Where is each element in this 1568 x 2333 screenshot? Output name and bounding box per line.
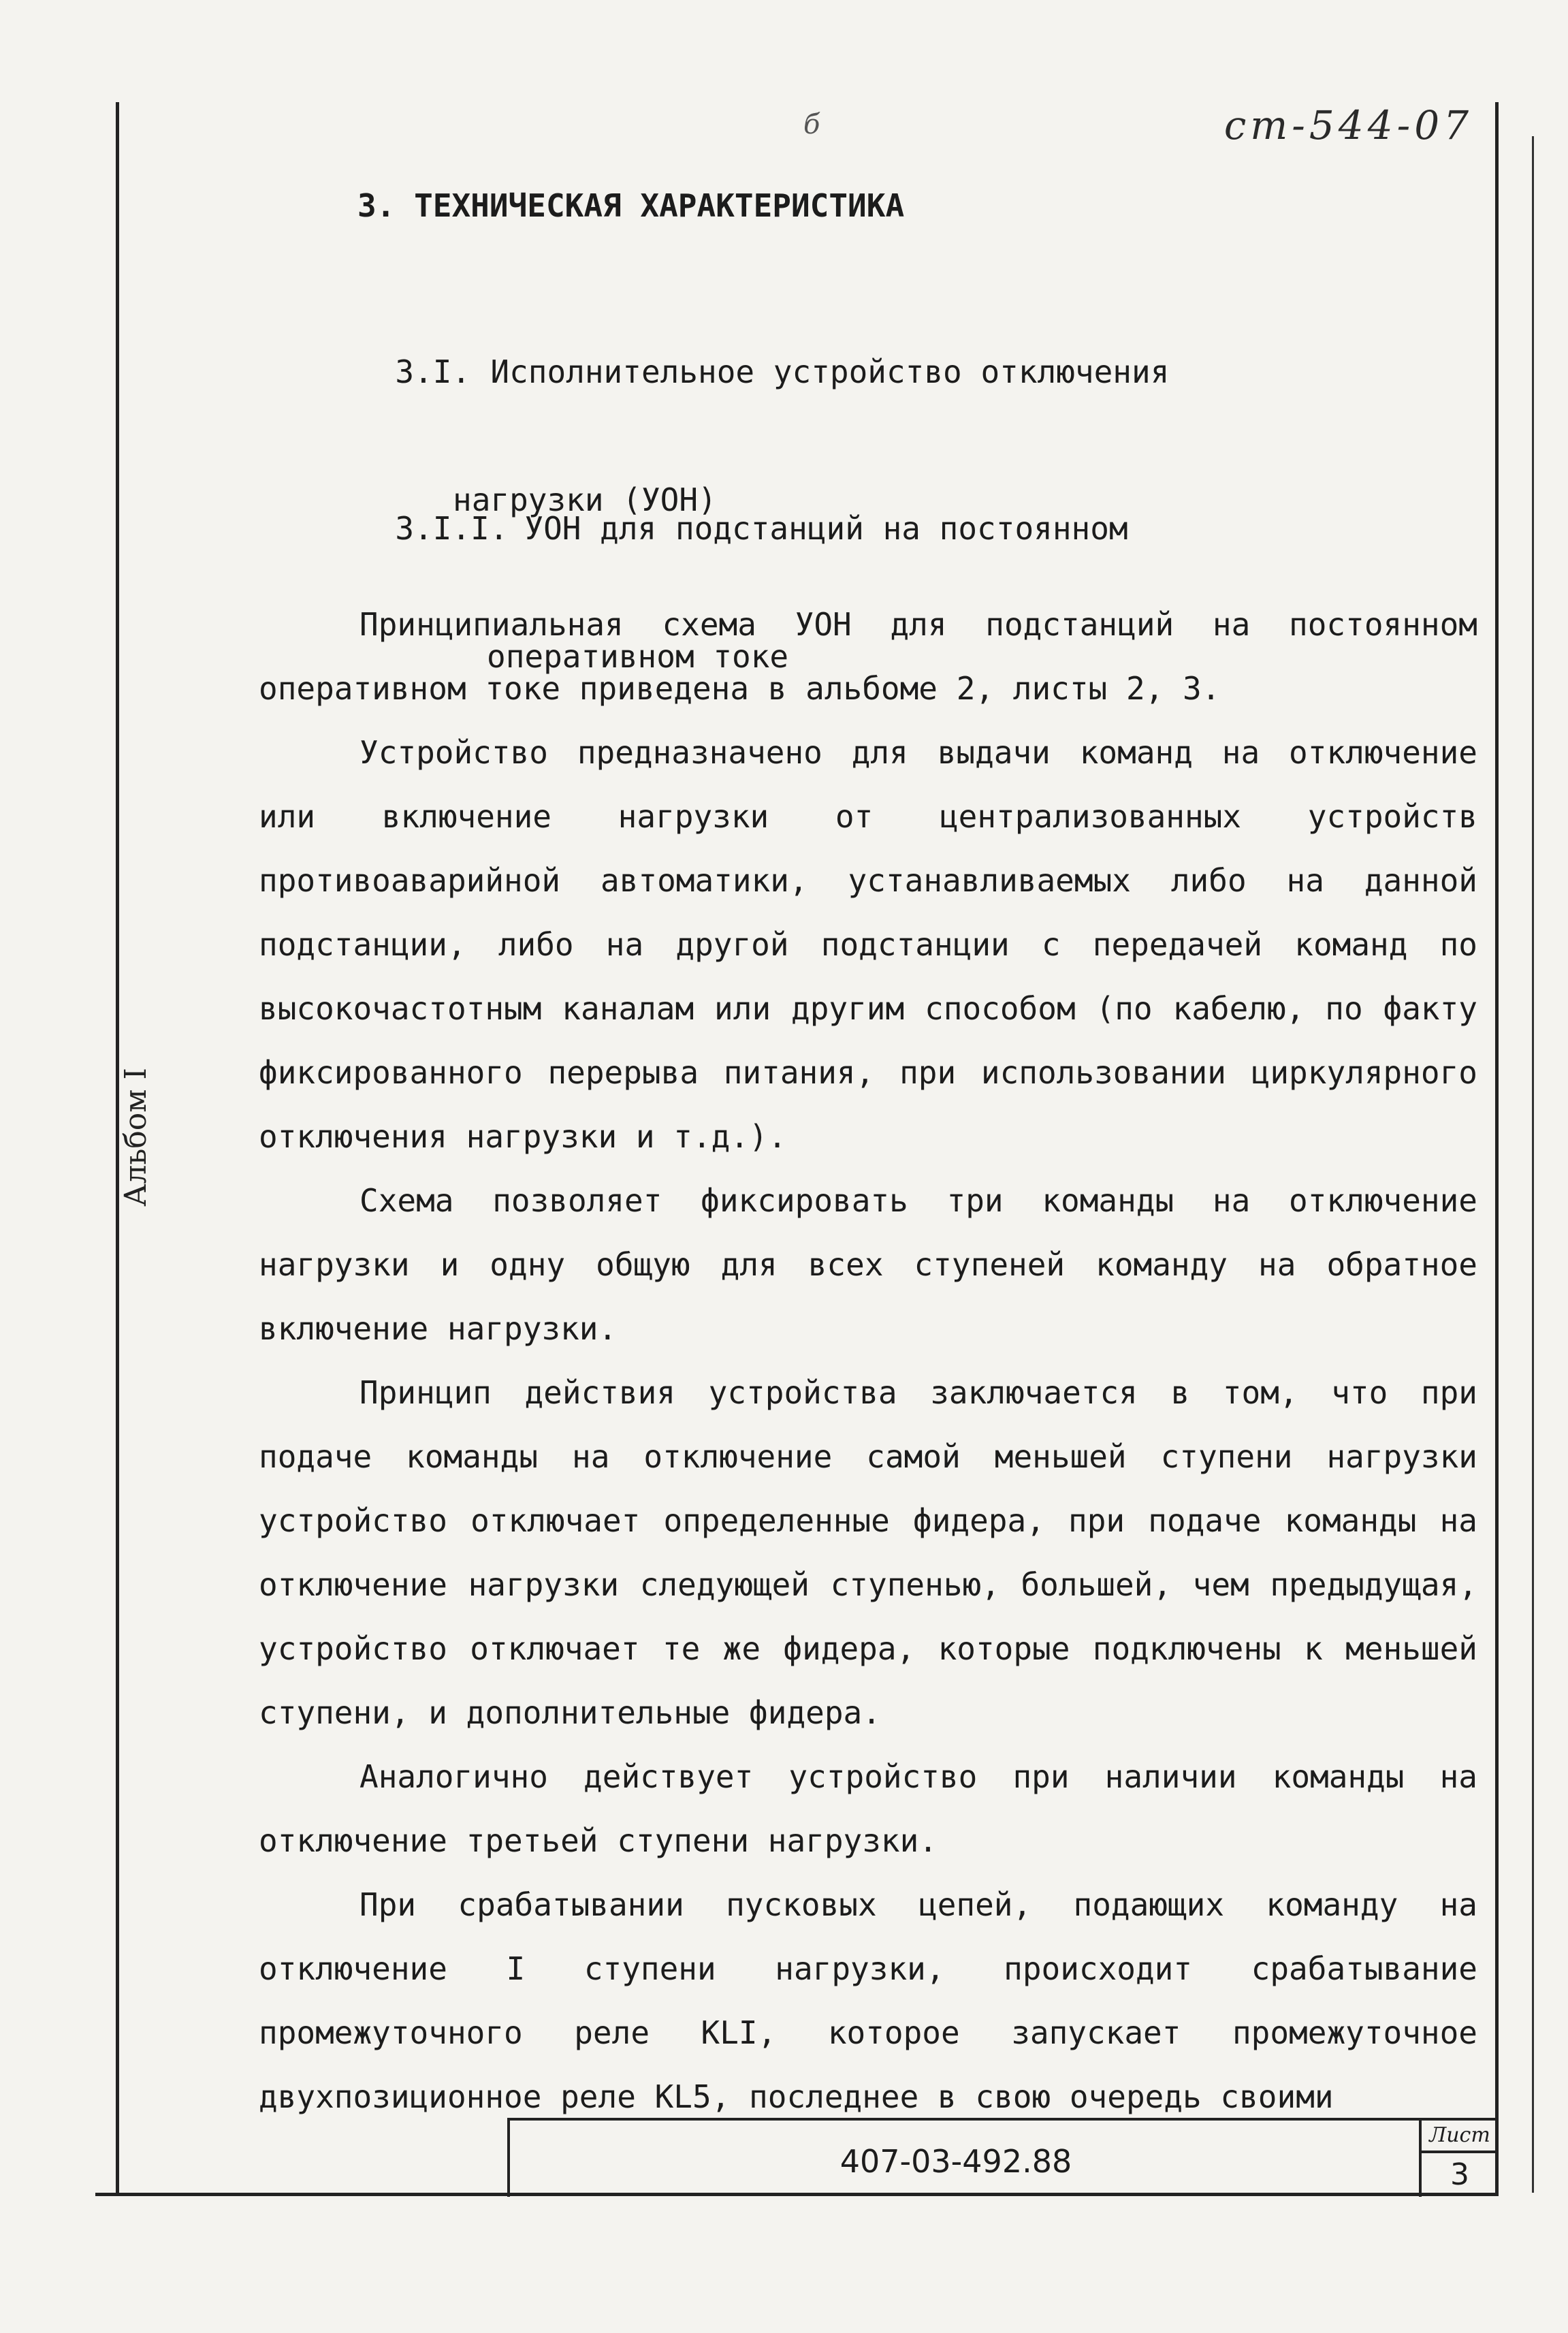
frame-right-border	[1495, 102, 1499, 2193]
subsection-title-line2: оперативном токе	[487, 638, 789, 675]
sheet-label: Лист	[1422, 2121, 1498, 2153]
album-side-label: Альбом I	[118, 1068, 153, 1207]
document-code: 407-03-492.88	[839, 2143, 1072, 2180]
paragraph: Устройство предназначено для выдачи команд на отключение или включение нагрузки от централизованных устройств противоаварийной автоматики, устанавливаемых либо на данной подстанции, либо на другой подстанции с передачей команд по высокочастотным каналам или другим способом (по кабелю, по факту фиксированного перерыва питания, при использовании циркулярного отключения нагрузки и т.д.).	[259, 734, 1477, 1155]
subsection-title-line1: УОН для подстанций на постоянном	[524, 510, 1128, 547]
frame-right-outer-border	[1532, 136, 1534, 2193]
subsection-title-line1: Исполнительное устройство отключения	[490, 353, 1170, 390]
body-text	[259, 592, 1477, 2129]
sheet-cell	[1419, 2121, 1498, 2197]
paragraph: Аналогично действует устройство при наличии команды на отключение третьей ступени нагрузки.	[259, 1758, 1477, 1859]
page-mark: б	[803, 109, 820, 140]
paragraph: Схема позволяет фиксировать три команды на отключение нагрузки и одну общую для всех ступеней команду на обратное включение нагрузки.	[259, 1182, 1477, 1347]
corner-stamp: ст-544-07	[1223, 102, 1473, 148]
paragraph: Принцип действия устройства заключается в том, что при подаче команды на отключение самой меньшей ступени нагрузки устройство отключает определенные фидера, при подаче команды на отключение нагрузки следующей ступенью, большей, чем предыдущая, устройство отключает те же фидера, которые подключены к меньшей ступени, и дополнительные фидера.	[259, 1374, 1477, 1731]
sheet-number: 3	[1450, 2157, 1469, 2192]
subsection-title-line2: нагрузки (УОН)	[453, 481, 717, 518]
title-block	[507, 2118, 1498, 2197]
subsection-number: 3.I.I.	[395, 510, 509, 547]
section-heading: 3. ТЕХНИЧЕСКАЯ ХАРАКТЕРИСТИКА	[357, 187, 905, 224]
subsection-number: 3.I.	[395, 353, 471, 390]
paragraph: Принципиальная схема УОН для подстанций на постоянном оперативном токе приведена в альбоме 2, листы 2, 3.	[259, 606, 1477, 707]
paragraph: При срабатывании пусковых цепей, подающих команду на отключение I ступени нагрузки, происходит срабатывание промежуточного реле KLI, которое запускает промежуточное двухпозиционное реле KL5, последнее в свою очередь своими	[259, 1886, 1477, 2115]
